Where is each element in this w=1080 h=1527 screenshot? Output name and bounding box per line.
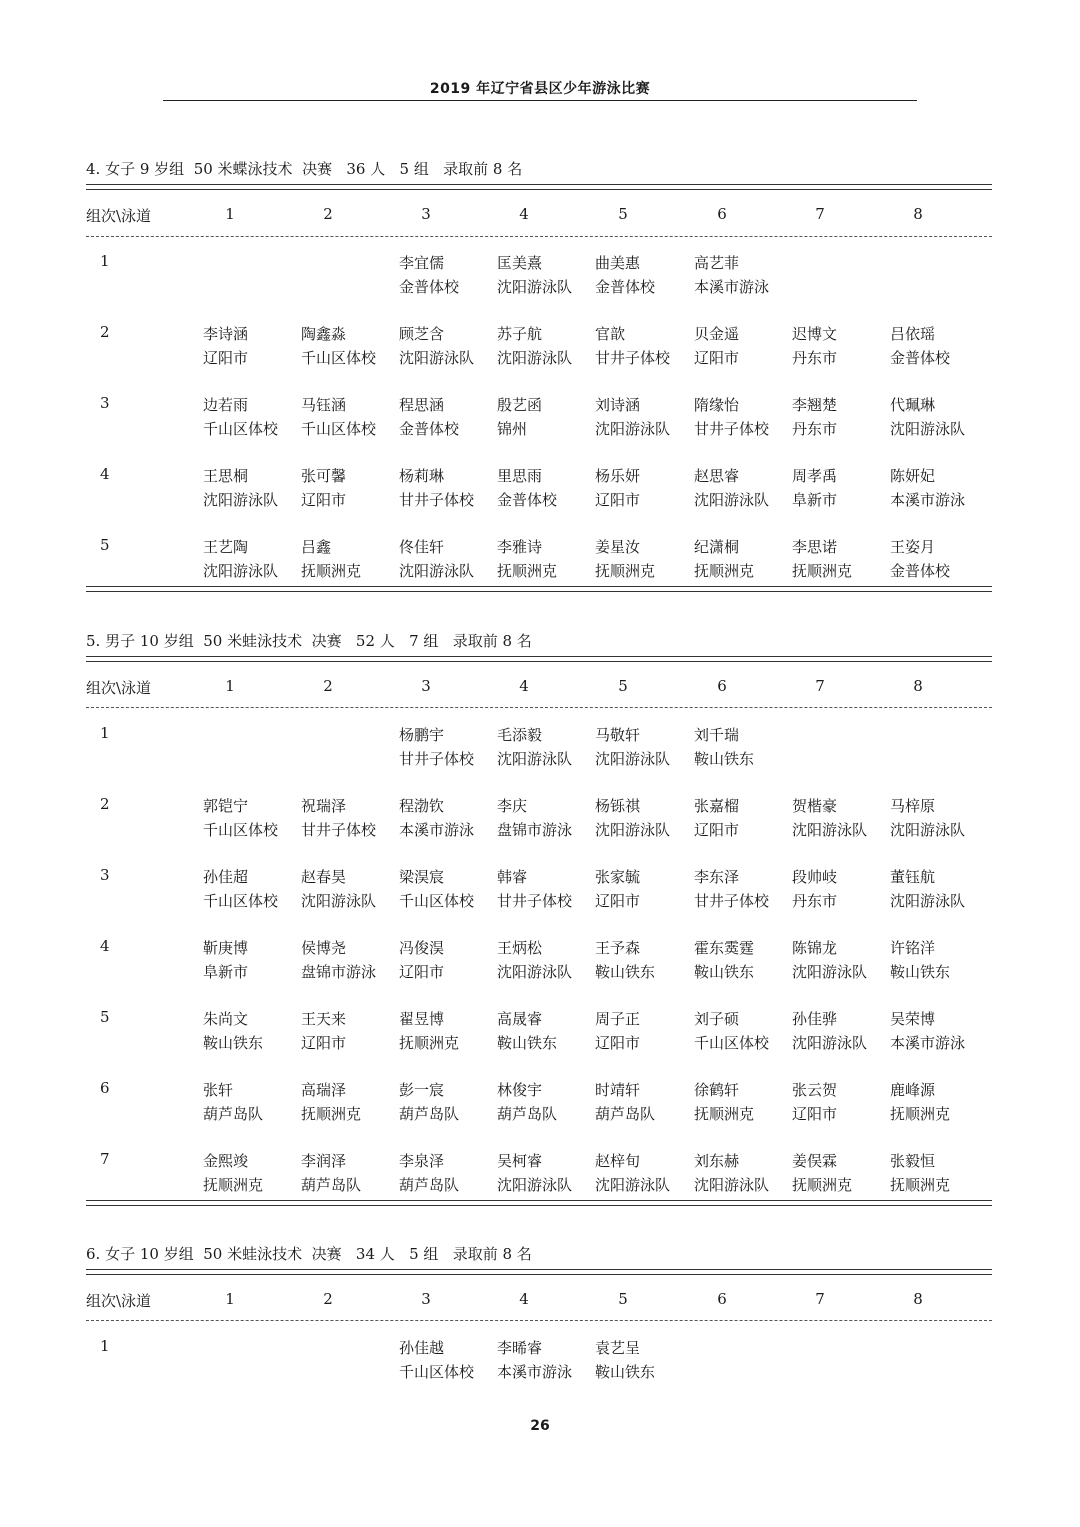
swimmer-team: 本溪市游泳 [890,1034,966,1052]
swimmer-team: 鞍山铁东 [890,963,951,981]
swimmer-team: 甘井子体校 [399,491,475,509]
swimmer-team: 辽阳市 [301,491,347,509]
swimmer-team: 葫芦岛队 [203,1105,264,1123]
swimmer-team: 抚顺洲克 [890,1176,951,1194]
swimmer-team: 沈阳游泳队 [595,821,671,839]
swimmer-team: 沈阳游泳队 [792,1034,868,1052]
lane-number: 3 [421,677,431,695]
double-rule [86,656,992,662]
swimmer-team: 千山区体校 [203,821,279,839]
swimmer-name: 李宜儒 [399,254,445,272]
group-number: 2 [100,795,110,813]
lane-number: 1 [225,677,235,695]
swimmer-name: 顾芝含 [399,325,445,343]
swimmer-name: 迟博文 [792,325,838,343]
group-number: 4 [100,937,110,955]
swimmer-team: 金普体校 [595,278,656,296]
swimmer-name: 陈妍妃 [890,467,936,485]
swimmer-name: 姜俣霖 [792,1152,838,1170]
swimmer-team: 千山区体校 [399,1363,475,1381]
double-rule [86,586,992,592]
swimmer-team: 金普体校 [890,349,951,367]
group-number: 2 [100,323,110,341]
page-number: 26 [530,1418,550,1434]
swimmer-name: 刘东赫 [694,1152,740,1170]
swimmer-team: 沈阳游泳队 [497,750,573,768]
swimmer-name: 王炳松 [497,939,543,957]
swimmer-team: 丹东市 [792,349,838,367]
swimmer-team: 沈阳游泳队 [890,420,966,438]
swimmer-team: 千山区体校 [203,420,279,438]
swimmer-name: 孙佳骅 [792,1010,838,1028]
swimmer-name: 时靖轩 [595,1081,641,1099]
swimmer-team: 千山区体校 [694,1034,770,1052]
dashed-rule [86,707,992,708]
swimmer-team: 抚顺洲克 [694,562,755,580]
swimmer-name: 马敬轩 [595,726,641,744]
swimmer-team: 抚顺洲克 [301,562,362,580]
swimmer-team: 鞍山铁东 [694,963,755,981]
lane-number: 6 [717,677,727,695]
swimmer-team: 葫芦岛队 [595,1105,656,1123]
swimmer-name: 冯俊淏 [399,939,445,957]
event-title: 5. 男子 10 岁组 50 米蛙泳技术 决赛 52 人 7 组 录取前 8 名 [86,632,532,650]
lane-number: 7 [815,1290,825,1308]
swimmer-name: 侯博尧 [301,939,347,957]
swimmer-team: 抚顺洲克 [399,1034,460,1052]
lane-number: 5 [618,1290,628,1308]
swimmer-name: 代珮琳 [890,396,936,414]
swimmer-team: 沈阳游泳队 [694,1176,770,1194]
swimmer-team: 盘锦市游泳 [497,821,573,839]
swimmer-name: 杨乐妍 [595,467,641,485]
swimmer-team: 鞍山铁东 [595,963,656,981]
swimmer-name: 匡美熹 [497,254,543,272]
double-rule [86,1200,992,1206]
swimmer-name: 殷艺函 [497,396,543,414]
swimmer-team: 沈阳游泳队 [595,420,671,438]
lane-number: 8 [913,205,923,223]
swimmer-name: 李晞睿 [497,1339,543,1357]
dashed-rule [86,236,992,237]
swimmer-name: 赵春昊 [301,868,347,886]
swimmer-team: 葫芦岛队 [399,1105,460,1123]
swimmer-name: 张可馨 [301,467,347,485]
swimmer-name: 刘子硕 [694,1010,740,1028]
swimmer-name: 毛添毅 [497,726,543,744]
group-number: 3 [100,394,110,412]
swimmer-name: 官歆 [595,325,626,343]
swimmer-team: 盘锦市游泳 [301,963,377,981]
swimmer-name: 隋缘怡 [694,396,740,414]
swimmer-name: 赵梓旬 [595,1152,641,1170]
swimmer-name: 苏子航 [497,325,543,343]
swimmer-name: 张家毓 [595,868,641,886]
swimmer-name: 王姿月 [890,538,936,556]
swimmer-team: 甘井子体校 [301,821,377,839]
group-number: 1 [100,1337,110,1355]
swimmer-team: 辽阳市 [595,491,641,509]
column-header-label: 组次\泳道 [86,679,152,697]
swimmer-team: 本溪市游泳 [497,1363,573,1381]
swimmer-name: 李东泽 [694,868,740,886]
swimmer-team: 锦州 [497,420,528,438]
swimmer-team: 抚顺洲克 [595,562,656,580]
group-number: 5 [100,1008,110,1026]
dashed-rule [86,1320,992,1321]
lane-number: 6 [717,205,727,223]
swimmer-team: 千山区体校 [203,892,279,910]
lane-number: 1 [225,1290,235,1308]
lane-number: 8 [913,1290,923,1308]
swimmer-team: 抚顺洲克 [890,1105,951,1123]
page-header-title: 2019 年辽宁省县区少年游泳比赛 [429,81,651,97]
swimmer-team: 抚顺洲克 [792,562,853,580]
lane-number: 7 [815,205,825,223]
swimmer-name: 翟昱博 [399,1010,445,1028]
group-number: 1 [100,724,110,742]
swimmer-name: 张嘉榴 [694,797,740,815]
swimmer-name: 靳庚博 [203,939,249,957]
swimmer-team: 千山区体校 [301,349,377,367]
swimmer-name: 梁淏宸 [399,868,445,886]
swimmer-team: 甘井子体校 [694,420,770,438]
swimmer-name: 曲美惠 [595,254,641,272]
swimmer-team: 沈阳游泳队 [792,821,868,839]
swimmer-team: 辽阳市 [694,821,740,839]
swimmer-team: 辽阳市 [399,963,445,981]
swimmer-team: 抚顺洲克 [203,1176,264,1194]
swimmer-team: 抚顺洲克 [792,1176,853,1194]
group-number: 5 [100,536,110,554]
swimmer-name: 张毅恒 [890,1152,936,1170]
swimmer-team: 沈阳游泳队 [890,892,966,910]
swimmer-team: 金普体校 [497,491,558,509]
swimmer-team: 沈阳游泳队 [203,491,279,509]
swimmer-team: 阜新市 [792,491,838,509]
swimmer-name: 高艺菲 [694,254,740,272]
swimmer-name: 韩睿 [497,868,528,886]
swimmer-name: 陶鑫淼 [301,325,347,343]
group-number: 3 [100,866,110,884]
swimmer-team: 本溪市游泳 [890,491,966,509]
lane-number: 5 [618,205,628,223]
lane-number: 3 [421,205,431,223]
swimmer-name: 刘诗涵 [595,396,641,414]
lane-number: 6 [717,1290,727,1308]
swimmer-name: 郭铠宁 [203,797,249,815]
swimmer-team: 辽阳市 [595,1034,641,1052]
swimmer-name: 李泉泽 [399,1152,445,1170]
swimmer-name: 李润泽 [301,1152,347,1170]
swimmer-name: 周孝禹 [792,467,838,485]
lane-number: 7 [815,677,825,695]
swimmer-team: 抚顺洲克 [497,562,558,580]
lane-number: 2 [323,205,333,223]
swimmer-name: 吴荣博 [890,1010,936,1028]
swimmer-name: 徐鹤轩 [694,1081,740,1099]
swimmer-name: 董钰航 [890,868,936,886]
swimmer-team: 沈阳游泳队 [497,278,573,296]
lane-number: 4 [519,677,529,695]
swimmer-name: 吴柯睿 [497,1152,543,1170]
swimmer-name: 赵思睿 [694,467,740,485]
swimmer-name: 马钰涵 [301,396,347,414]
group-number: 1 [100,252,110,270]
swimmer-name: 姜星汝 [595,538,641,556]
swimmer-name: 王艺陶 [203,538,249,556]
swimmer-name: 李雅诗 [497,538,543,556]
swimmer-name: 贺楷豪 [792,797,838,815]
swimmer-team: 辽阳市 [595,892,641,910]
swimmer-team: 沈阳游泳队 [497,963,573,981]
swimmer-name: 吕鑫 [301,538,332,556]
swimmer-name: 鹿峰源 [890,1081,936,1099]
swimmer-team: 沈阳游泳队 [694,491,770,509]
swimmer-team: 沈阳游泳队 [497,349,573,367]
swimmer-team: 鞍山铁东 [694,750,755,768]
swimmer-name: 孙佳越 [399,1339,445,1357]
swimmer-name: 王予森 [595,939,641,957]
lane-number: 4 [519,205,529,223]
swimmer-name: 许铭洋 [890,939,936,957]
swimmer-team: 葫芦岛队 [497,1105,558,1123]
swimmer-name: 祝瑞泽 [301,797,347,815]
lane-number: 2 [323,677,333,695]
swimmer-team: 沈阳游泳队 [301,892,377,910]
swimmer-team: 丹东市 [792,420,838,438]
swimmer-name: 彭一宸 [399,1081,445,1099]
swimmer-name: 纪潇桐 [694,538,740,556]
swimmer-team: 本溪市游泳 [694,278,770,296]
lane-number: 2 [323,1290,333,1308]
swimmer-name: 高瑞泽 [301,1081,347,1099]
swimmer-name: 袁艺呈 [595,1339,641,1357]
swimmer-name: 周子正 [595,1010,641,1028]
header-rule [163,100,917,101]
swimmer-team: 甘井子体校 [694,892,770,910]
swimmer-name: 李翘楚 [792,396,838,414]
swimmer-name: 马梓原 [890,797,936,815]
swimmer-name: 李庆 [497,797,528,815]
swimmer-team: 鞍山铁东 [497,1034,558,1052]
swimmer-name: 霍东霙霆 [694,939,755,957]
swimmer-name: 佟佳轩 [399,538,445,556]
swimmer-team: 金普体校 [399,278,460,296]
swimmer-name: 杨铄祺 [595,797,641,815]
swimmer-name: 杨鹏宇 [399,726,445,744]
lane-number: 8 [913,677,923,695]
swimmer-name: 吕依瑶 [890,325,936,343]
swimmer-team: 鞍山铁东 [203,1034,264,1052]
swimmer-name: 孙佳超 [203,868,249,886]
swimmer-team: 辽阳市 [203,349,249,367]
double-rule [86,1269,992,1275]
swimmer-team: 甘井子体校 [399,750,475,768]
swimmer-name: 贝金遥 [694,325,740,343]
swimmer-name: 陈锦龙 [792,939,838,957]
swimmer-name: 李思诺 [792,538,838,556]
swimmer-team: 辽阳市 [301,1034,347,1052]
group-number: 6 [100,1079,110,1097]
swimmer-name: 金熙竣 [203,1152,249,1170]
swimmer-team: 辽阳市 [694,349,740,367]
swimmer-team: 辽阳市 [792,1105,838,1123]
swimmer-name: 张云贺 [792,1081,838,1099]
swimmer-name: 里思雨 [497,467,543,485]
lane-number: 5 [618,677,628,695]
swimmer-team: 金普体校 [890,562,951,580]
swimmer-team: 葫芦岛队 [301,1176,362,1194]
swimmer-team: 本溪市游泳 [399,821,475,839]
swimmer-name: 朱尚文 [203,1010,249,1028]
swimmer-team: 千山区体校 [399,892,475,910]
column-header-label: 组次\泳道 [86,207,152,225]
swimmer-team: 沈阳游泳队 [792,963,868,981]
swimmer-name: 段帅岐 [792,868,838,886]
swimmer-team: 金普体校 [399,420,460,438]
lane-number: 3 [421,1290,431,1308]
swimmer-team: 沈阳游泳队 [497,1176,573,1194]
swimmer-team: 阜新市 [203,963,249,981]
swimmer-name: 程渤钦 [399,797,445,815]
lane-number: 4 [519,1290,529,1308]
column-header-label: 组次\泳道 [86,1292,152,1310]
swimmer-team: 葫芦岛队 [399,1176,460,1194]
swimmer-name: 王思桐 [203,467,249,485]
swimmer-team: 甘井子体校 [497,892,573,910]
swimmer-name: 刘千瑞 [694,726,740,744]
swimmer-team: 沈阳游泳队 [595,1176,671,1194]
swimmer-team: 抚顺洲克 [301,1105,362,1123]
swimmer-team: 沈阳游泳队 [890,821,966,839]
event-title: 4. 女子 9 岁组 50 米蝶泳技术 决赛 36 人 5 组 录取前 8 名 [86,160,523,178]
lane-number: 1 [225,205,235,223]
group-number: 4 [100,465,110,483]
swimmer-name: 高晟睿 [497,1010,543,1028]
swimmer-team: 沈阳游泳队 [399,349,475,367]
swimmer-name: 边若雨 [203,396,249,414]
double-rule [86,184,992,190]
swimmer-name: 李诗涵 [203,325,249,343]
swimmer-team: 抚顺洲克 [694,1105,755,1123]
swimmer-team: 甘井子体校 [595,349,671,367]
group-number: 7 [100,1150,110,1168]
swimmer-name: 王天来 [301,1010,347,1028]
swimmer-name: 程思涵 [399,396,445,414]
swimmer-name: 林俊宇 [497,1081,543,1099]
event-title: 6. 女子 10 岁组 50 米蛙泳技术 决赛 34 人 5 组 录取前 8 名 [86,1245,532,1263]
swimmer-team: 沈阳游泳队 [595,750,671,768]
swimmer-team: 沈阳游泳队 [203,562,279,580]
swimmer-team: 千山区体校 [301,420,377,438]
swimmer-name: 张轩 [203,1081,234,1099]
swimmer-team: 沈阳游泳队 [399,562,475,580]
swimmer-team: 丹东市 [792,892,838,910]
swimmer-name: 杨莉琳 [399,467,445,485]
swimmer-team: 鞍山铁东 [595,1363,656,1381]
